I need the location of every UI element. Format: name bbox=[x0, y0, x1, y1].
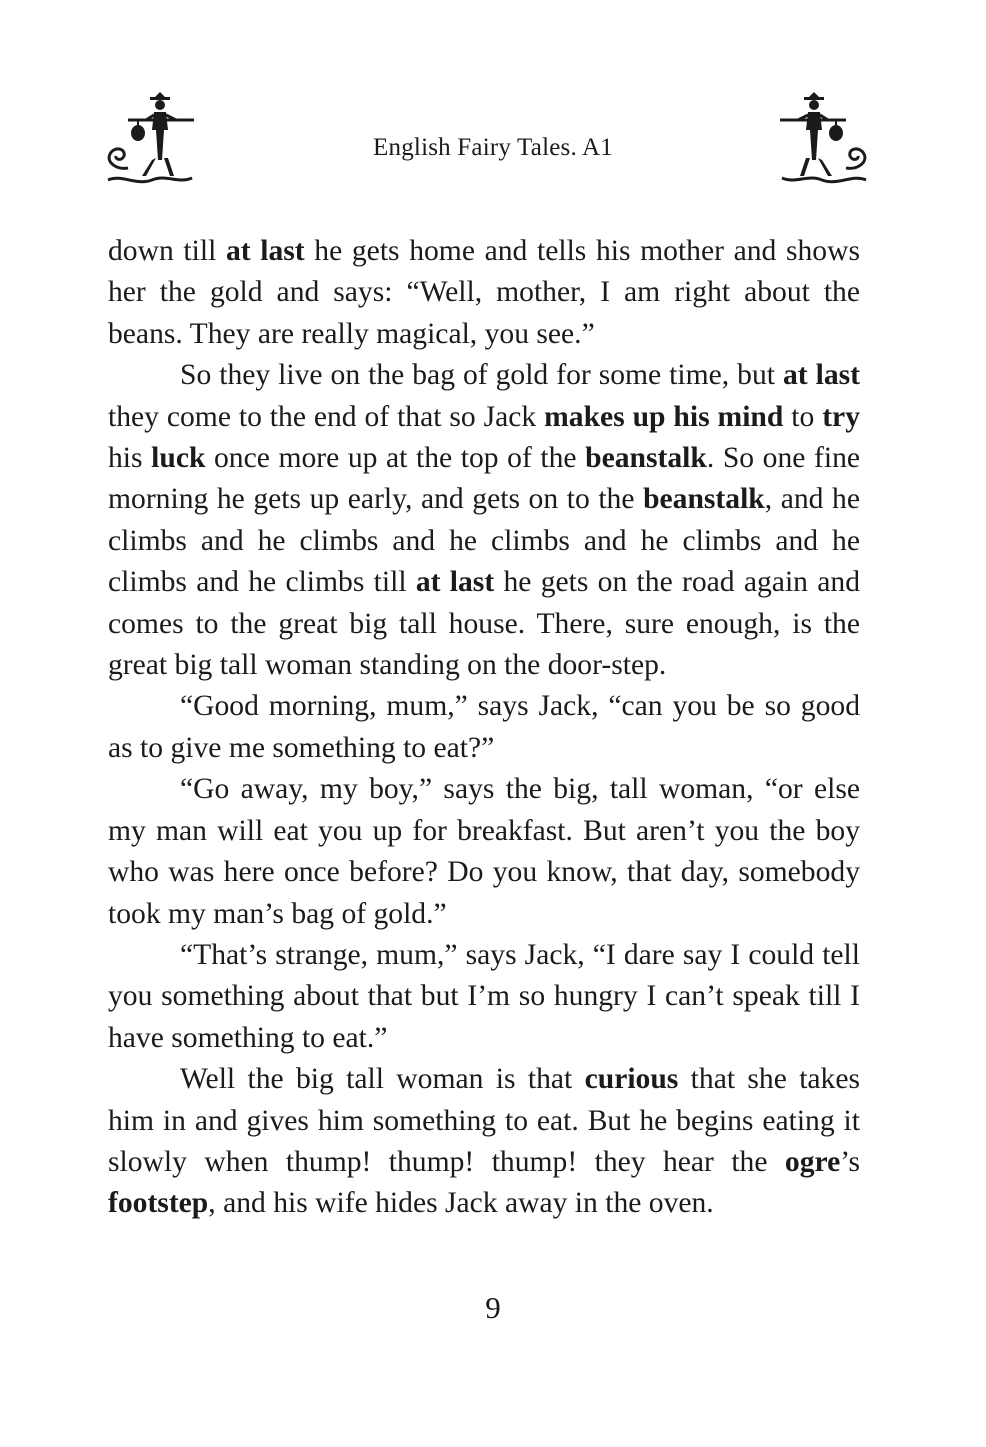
text-run: his bbox=[108, 442, 152, 475]
text-run: “That’s strange, mum,” says Jack, “I dare say I could tell you something about that but I’m so hungry I can’t speak till I have something to eat.” bbox=[108, 938, 860, 1054]
story-text bbox=[108, 231, 860, 1225]
bold-vocab-term: at last bbox=[225, 235, 305, 267]
paragraph bbox=[108, 355, 860, 686]
text-run: he gets home and tells his mother and shows her the gold and says: “Well, mother, I am right about the beans. They are really magical, you see.” bbox=[108, 235, 860, 350]
bold-vocab-term: luck bbox=[151, 442, 206, 475]
text-run: ’s bbox=[840, 1145, 860, 1178]
bold-vocab-term: at last bbox=[782, 359, 860, 392]
paragraph bbox=[108, 1059, 860, 1225]
text-run: . So one fine morning he gets up early, and gets on to the bbox=[108, 442, 861, 516]
paragraph bbox=[108, 231, 860, 355]
page-number: 9 bbox=[485, 1290, 501, 1325]
running-title: English Fairy Tales. A1 bbox=[373, 134, 613, 161]
bold-vocab-term: beanstalk bbox=[585, 442, 707, 475]
text-run: that she takes him in and gives him something to eat. But he begins eating it slowly when thump! thump! thump! they hear the bbox=[108, 1063, 861, 1178]
bold-vocab-term: makes up his mind bbox=[544, 400, 784, 433]
bold-vocab-term: beanstalk bbox=[643, 483, 765, 516]
paragraph bbox=[108, 769, 860, 935]
carrier-figure-icon bbox=[776, 90, 876, 190]
text-run: once more up at the top of the bbox=[205, 442, 586, 475]
text-run: he gets on the road again and comes to the great big tall house. There, sure enough, is the great big tall woman standing on the door-step. bbox=[108, 566, 860, 682]
bold-vocab-term: ogre bbox=[784, 1145, 841, 1178]
paragraph bbox=[108, 686, 860, 769]
bold-vocab-term: curious bbox=[584, 1063, 679, 1096]
bold-vocab-term: footstep bbox=[108, 1187, 209, 1220]
text-run: “Go away, my boy,” says the big, tall woman, “or else my man will eat you up for breakfast. But aren’t you the boy who was here once before? Do you know, that day, somebody took my man’s bag of gold.” bbox=[108, 773, 860, 930]
paragraph bbox=[108, 935, 860, 1059]
text-run: , and he climbs and he climbs and he climbs and he climbs and he climbs and he climbs till bbox=[108, 483, 860, 599]
text-run: they come to the end of that so Jack bbox=[108, 400, 545, 433]
bold-vocab-term: try bbox=[822, 400, 860, 433]
page-header bbox=[0, 90, 986, 190]
text-run: to bbox=[783, 400, 823, 433]
bold-vocab-term: at last bbox=[415, 566, 495, 599]
text-run: , and his wife hides Jack away in the oven. bbox=[208, 1187, 714, 1220]
text-run: “Good morning, mum,” says Jack, “can you be so good as to give me something to eat?” bbox=[108, 690, 860, 764]
text-run: Well the big tall woman is that bbox=[180, 1063, 585, 1096]
text-run: So they live on the bag of gold for some time, but bbox=[180, 359, 783, 392]
text-run: down till bbox=[108, 235, 226, 267]
